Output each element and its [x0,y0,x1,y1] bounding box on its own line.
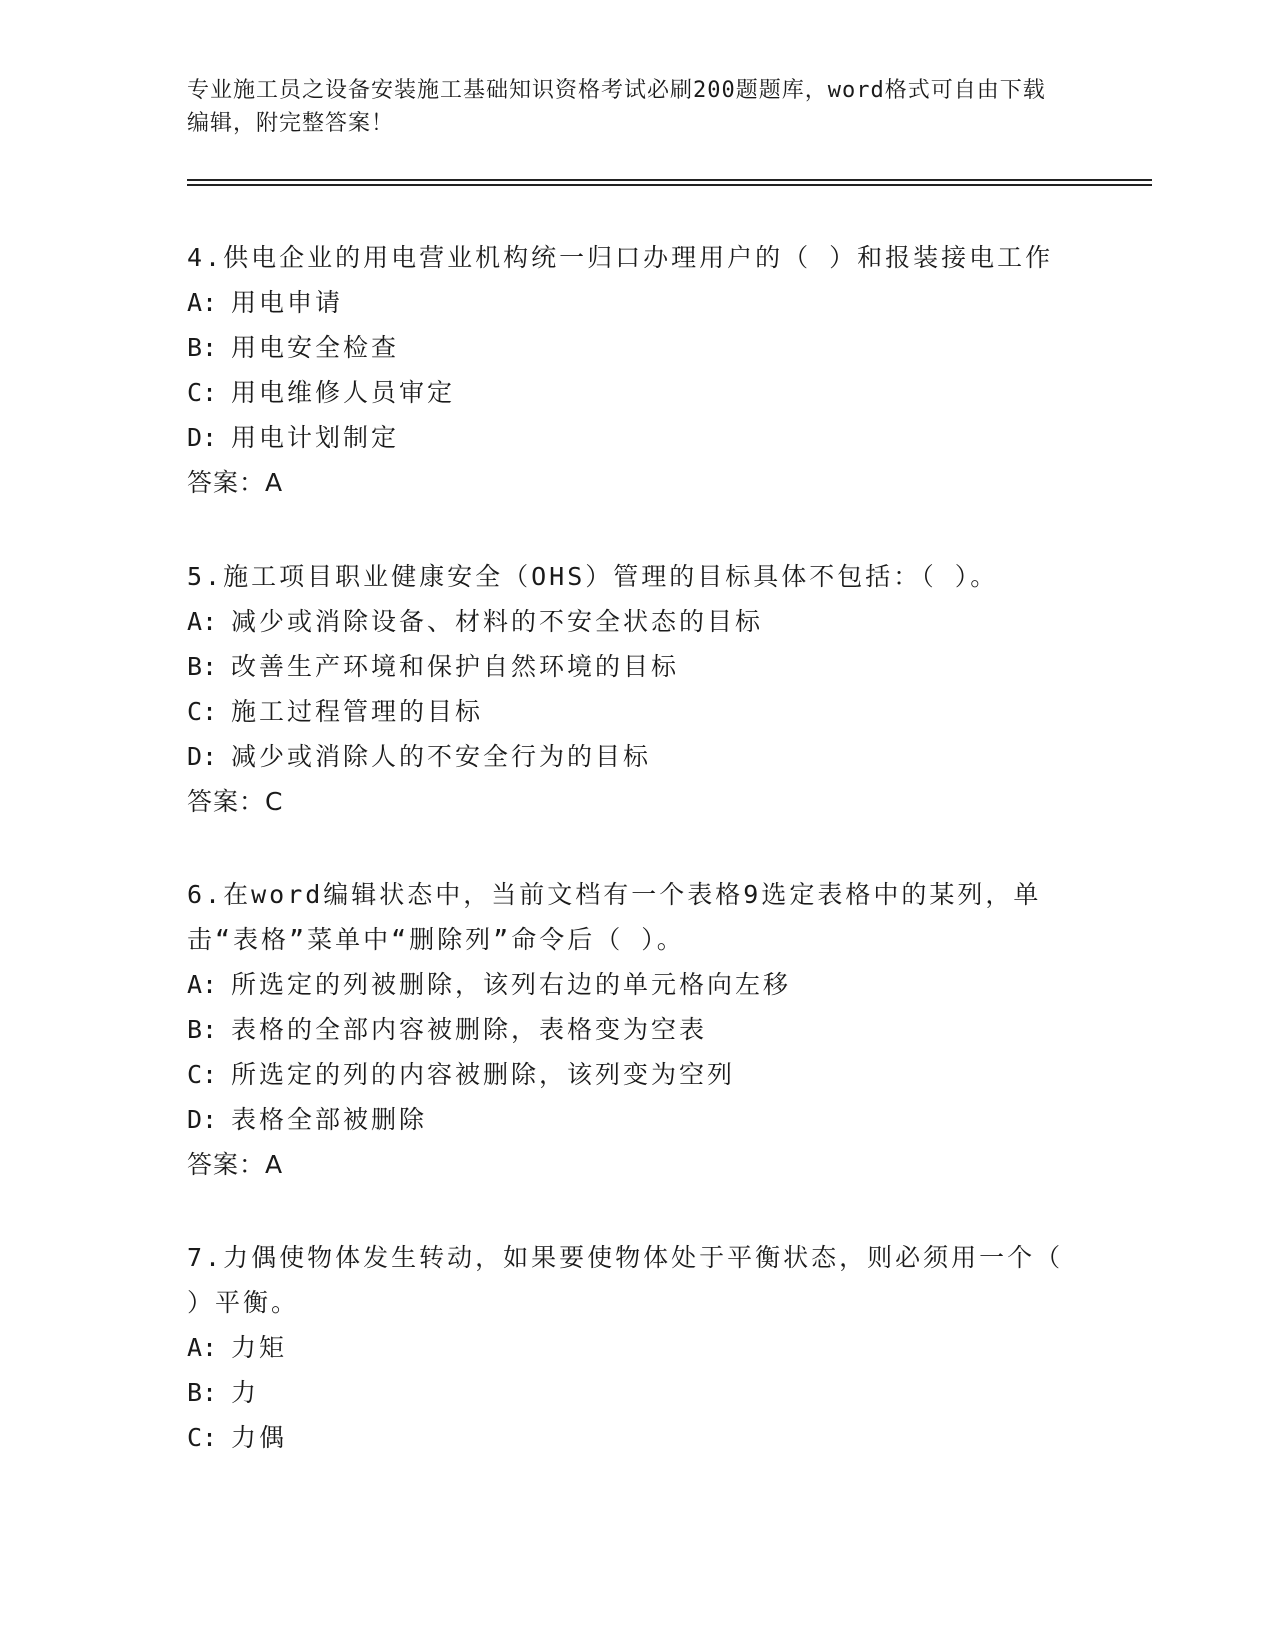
option-text: 表格的全部内容被删除，表格变为空表 [231,1015,708,1044]
option-text: 施工过程管理的目标 [231,697,484,726]
option-letter: B: [187,333,218,362]
question-7 [187,1235,1087,1460]
option-text: 力偶 [231,1423,288,1452]
option-a [187,1325,1087,1370]
option-letter: D: [187,742,218,771]
option-text: 用电维修人员审定 [231,378,456,407]
option-b [187,1370,1087,1415]
option-letter: B: [187,652,218,681]
option-letter: C: [187,1060,218,1089]
option-text: 力矩 [231,1333,288,1362]
option-b [187,1007,1087,1052]
option-text: 表格全部被删除 [231,1105,428,1134]
answer-line: 答案：A [187,1150,284,1179]
option-text: 用电安全检查 [231,333,400,362]
option-letter: C: [187,1423,218,1452]
document-header-title: 专业施工员之设备安装施工基础知识资格考试必刷200题题库，word格式可自由下载编辑，附完整答案！ [187,78,1046,136]
question-stem: 5.施工项目职业健康安全（OHS）管理的目标具体不包括：（ ）。 [187,562,999,591]
option-letter: B: [187,1015,218,1044]
option-text: 减少或消除人的不安全行为的目标 [231,742,652,771]
option-text: 力 [231,1378,260,1407]
option-text: 所选定的列被删除，该列右边的单元格向左移 [231,970,792,999]
option-d [187,415,1087,460]
option-letter: C: [187,697,218,726]
option-a [187,599,1087,644]
option-text: 减少或消除设备、材料的不安全状态的目标 [231,607,764,636]
option-a [187,962,1087,1007]
question-stem: 6.在word编辑状态中，当前文档有一个表格9选定表格中的某列，单击“表格”菜单中“删除列”命令后（ ）。 [187,880,1042,954]
option-b [187,325,1087,370]
option-text: 所选定的列的内容被删除，该列变为空列 [231,1060,736,1089]
option-c [187,1415,1087,1460]
option-letter: A: [187,607,218,636]
option-letter: A: [187,1333,218,1362]
option-letter: A: [187,288,218,317]
answer-line: 答案：A [187,468,284,497]
question-6 [187,872,1087,1187]
option-letter: B: [187,1378,218,1407]
answer-line: 答案：C [187,787,284,816]
option-b [187,644,1087,689]
option-text: 用电申请 [231,288,344,317]
question-stem: 4.供电企业的用电营业机构统一归口办理用户的（ ）和报装接电工作 [187,243,1054,272]
header-divider-bottom [187,184,1152,186]
option-letter: D: [187,423,218,452]
option-text: 用电计划制定 [231,423,400,452]
question-4 [187,235,1087,505]
option-letter: D: [187,1105,218,1134]
option-text: 改善生产环境和保护自然环境的目标 [231,652,680,681]
option-c [187,370,1087,415]
question-stem: 7.力偶使物体发生转动，如果要使物体处于平衡状态，则必须用一个（ ）平衡。 [187,1243,1064,1317]
option-c [187,689,1087,734]
option-letter: A: [187,970,218,999]
option-a [187,280,1087,325]
option-c [187,1052,1087,1097]
option-letter: C: [187,378,218,407]
option-d [187,1097,1087,1142]
question-5 [187,554,1087,824]
option-d [187,734,1087,779]
header-divider-top [187,179,1152,181]
